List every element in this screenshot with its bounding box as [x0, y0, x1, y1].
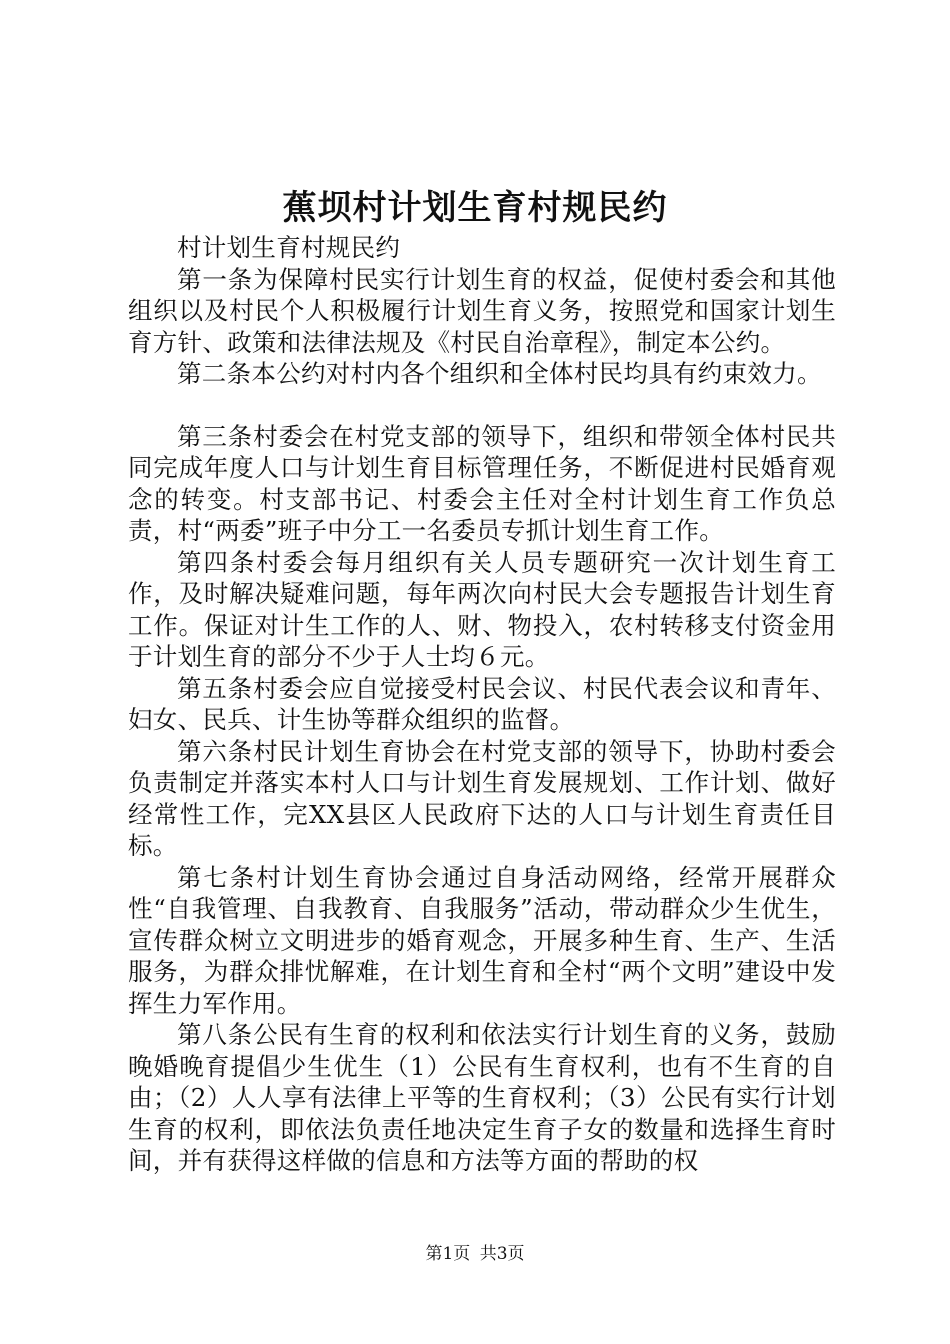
article-5: 第五条村委会应自觉接受村民会议、村民代表会议和青年、妇女、民兵、计生协等群众组织的监督。 [128, 673, 836, 734]
page-footer [0, 1242, 950, 1266]
article-7: 第七条村计划生育协会通过自身活动网络，经常开展群众性“自我管理、自我教育、自我服务”活动，带动群众少生优生，宣传群众树立文明进步的婚育观念，开展多种生育、生产、生活服务，为群众排忧解难，在计划生育和全村“两个文明”建设中发挥生力军作用。 [128, 862, 836, 1018]
document-title: 蕉坝村计划生育村规民约 [282, 188, 668, 228]
page-number: 第1页 [425, 1244, 471, 1264]
document-subtitle: 村计划生育村规民约 [177, 233, 401, 262]
document-body [128, 232, 836, 1177]
article-8: 第八条公民有生育的权利和依法实行计划生育的义务，鼓励晚婚晚育提倡少生优生（1）公民有生育权利，也有不生育的自由；（2）人人享有法律上平等的生育权利；（3）公民有实行计划生育的权利，即依法负责任地决定生育子女的数量和选择生育时间，并有获得这样做的信息和方法等方面的帮助的权 [128, 1020, 836, 1175]
article-1: 第一条为保障村民实行计划生育的权益，促使村委会和其他组织以及村民个人积极履行计划生育义务，按照党和国家计划生育方针、政策和法律法规及《村民自治章程》，制定本公约。 [128, 264, 836, 357]
page-total: 共3页 [479, 1244, 525, 1264]
article-2: 第二条本公约对村内各个组织和全体村民均具有约束效力。 [177, 359, 822, 388]
article-6: 第六条村民计划生育协会在村党支部的领导下，协助村委会负责制定并落实本村人口与计划生育发展规划、工作计划、做好经常性工作，完XX县区人民政府下达的人口与计划生育责任目标。 [128, 736, 836, 860]
article-4: 第四条村委会每月组织有关人员专题研究一次计划生育工作，及时解决疑难问题，每年两次向村民大会专题报告计划生育工作。保证对计生工作的人、财、物投入，农村转移支付资金用于计划生育的部分不少于人士均６元。 [128, 547, 836, 671]
article-3: 第三条村委会在村党支部的领导下，组织和带领全体村民共同完成年度人口与计划生育目标管理任务，不断促进村民婚育观念的转变。村支部书记、村委会主任对全村计划生育工作负总责，村“两委”班子中分工一名委员专抓计划生育工作。 [128, 421, 836, 545]
